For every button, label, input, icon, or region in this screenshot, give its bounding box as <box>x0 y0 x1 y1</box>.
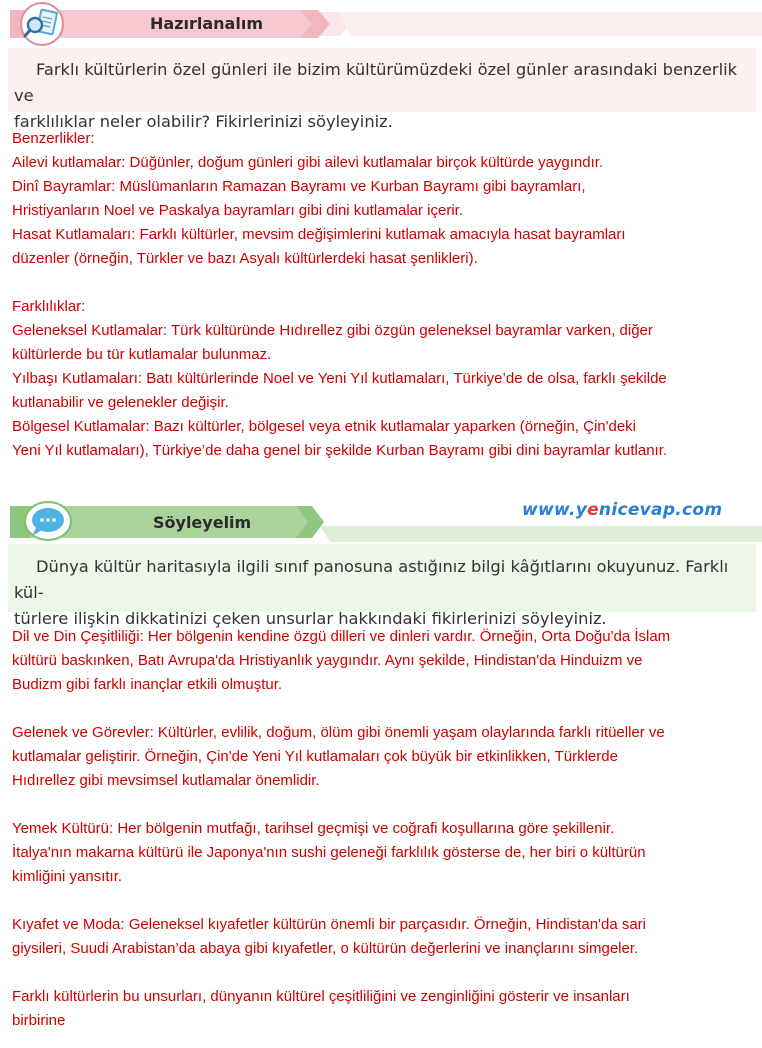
answer-line: Hıdırellez gibi mevsimsel kutlamalar önemlidir. <box>12 772 320 789</box>
answer-line: kimliğini yansıtır. <box>12 868 123 885</box>
speech-bubble-icon <box>22 500 72 544</box>
answer-line: Geleneksel Kutlamalar: Türk kültüründe Hıdırellez gibi özgün geleneksel bayramlar varken, diğer <box>12 322 653 339</box>
prompt-line: Farklı kültürlerin özel günleri ile bizim kültürümüzdeki özel günler arasındaki benzerlik ve <box>14 60 738 105</box>
section-title: Söyleyelim <box>153 513 252 532</box>
notebook-magnifier-icon <box>18 2 66 46</box>
answer-line: kültürü baskınken, Batı Avrupa'da Hristiyanlık yaygındır. Aynı şekilde, Hindistan'da Hinduizm ve <box>12 652 643 669</box>
answer-blank-line <box>12 697 757 721</box>
answer-line: Dil ve Din Çeşitliliği: Her bölgenin kendine özgü dilleri ve dinleri vardır. Örneğin, Orta Doğu'da İslam <box>12 628 671 645</box>
prompt-line: Dünya kültür haritasıyla ilgili sınıf panosuna astığınız bilgi kâğıtlarını okuyunuz. Farklı kül- <box>14 557 729 602</box>
watermark-nice: nice <box>598 500 640 520</box>
section-title: Hazırlanalım <box>150 14 263 33</box>
answer-blank-line <box>12 961 757 985</box>
answer-line: giysileri, Suudi Arabistan’da abaya gibi kıyafetler, o kültürün değerlerini ve inançlarını simgeler. <box>12 940 639 957</box>
answer-line: Hristiyanların Noel ve Paskalya bayramları gibi dini kutlamalar içerir. <box>12 202 464 219</box>
answer-line: birbirine <box>12 1012 66 1029</box>
section-prompt <box>8 554 756 632</box>
answer-line: İtalya'nın makarna kültürü ile Japonya'nın sushi geleneği farklılık gösterse de, her biri o kültürün <box>12 844 646 861</box>
answer-line: kültürlerde bu tür kutlamalar bulunmaz. <box>12 346 272 363</box>
answer-line: Yemek Kültürü: Her bölgenin mutfağı, tarihsel geçmişi ve coğrafi koşullarına göre şekillenir. <box>12 820 615 837</box>
answer-line: Yılbaşı Kutlamaları: Batı kültürlerinde Noel ve Yeni Yıl kutlamaları, Türkiye’de de olsa, farklı şekilde <box>12 370 667 387</box>
answer-line: Kıyafet ve Moda: Geleneksel kıyafetler kültürün önemli bir parçasıdır. Örneğin, Hindistan'da sari <box>12 916 647 933</box>
watermark-e: e <box>587 500 599 520</box>
watermark-y: y <box>575 500 588 520</box>
answer-blank-line <box>12 271 757 295</box>
prompt-line: farklılıklar neler olabilir? Fikirlerinizi söyleyiniz. <box>14 112 393 131</box>
answer-line: Benzerlikler: <box>12 130 95 147</box>
answer-line: Ailevi kutlamalar: Düğünler, doğum günleri gibi ailevi kutlamalar birçok kültürde yaygındır. <box>12 154 604 171</box>
banner-shape <box>0 2 762 46</box>
answer-text <box>12 127 757 463</box>
answer-line: Farklılıklar: <box>12 298 86 315</box>
watermark-logo <box>522 500 722 520</box>
prompt-line: türlere ilişkin dikkatinizi çeken unsurlar hakkındaki fikirlerinizi söyleyiniz. <box>14 609 607 628</box>
answer-line: Bölgesel Kutlamalar: Bazı kültürler, bölgesel veya etnik kutlamalar yaparken (örneğin, Çin'deki <box>12 418 637 435</box>
answer-line: Gelenek ve Görevler: Kültürler, evlilik, doğum, ölüm gibi önemli yaşam olaylarında farklı ritüeller ve <box>12 724 665 741</box>
answer-line: Budizm gibi farklı inançlar etkili olmuştur. <box>12 676 283 693</box>
watermark-suffix: .com <box>675 500 723 520</box>
watermark-prefix: www. <box>522 500 576 520</box>
answer-line: kutlanabilir ve gelenekler değişir. <box>12 394 229 411</box>
section-prompt <box>8 57 756 135</box>
answer-line: kutlamalar geliştirir. Örneğin, Çin'de Yeni Yıl kutlamaları çok büyük bir etkinlikken, Türklerde <box>12 748 618 765</box>
answer-line: Hasat Kutlamaları: Farklı kültürler, mevsim değişimlerini kutlamak amacıyla hasat bayramları <box>12 226 626 243</box>
answer-text <box>12 625 757 1033</box>
answer-line: Yeni Yıl kutlamaları), Türkiye’de daha genel bir şekilde Kurban Bayramı gibi dini bayramlar kutlanır. <box>12 442 668 459</box>
answer-line: düzenler (örneğin, Türkler ve bazı Asyalı kültürlerdeki hasat şenlikleri). <box>12 250 478 267</box>
section-banner-hazirlanalim <box>0 2 762 46</box>
answer-blank-line <box>12 793 757 817</box>
answer-line: Farklı kültürlerin bu unsurları, dünyanın kültürel çeşitliliğini ve zenginliğini gösterir ve insanları <box>12 988 630 1005</box>
answer-line: Dinî Bayramlar: Müslümanların Ramazan Bayramı ve Kurban Bayramı gibi bayramları, <box>12 178 586 195</box>
watermark-vap: vap <box>639 500 676 520</box>
answer-blank-line <box>12 889 757 913</box>
